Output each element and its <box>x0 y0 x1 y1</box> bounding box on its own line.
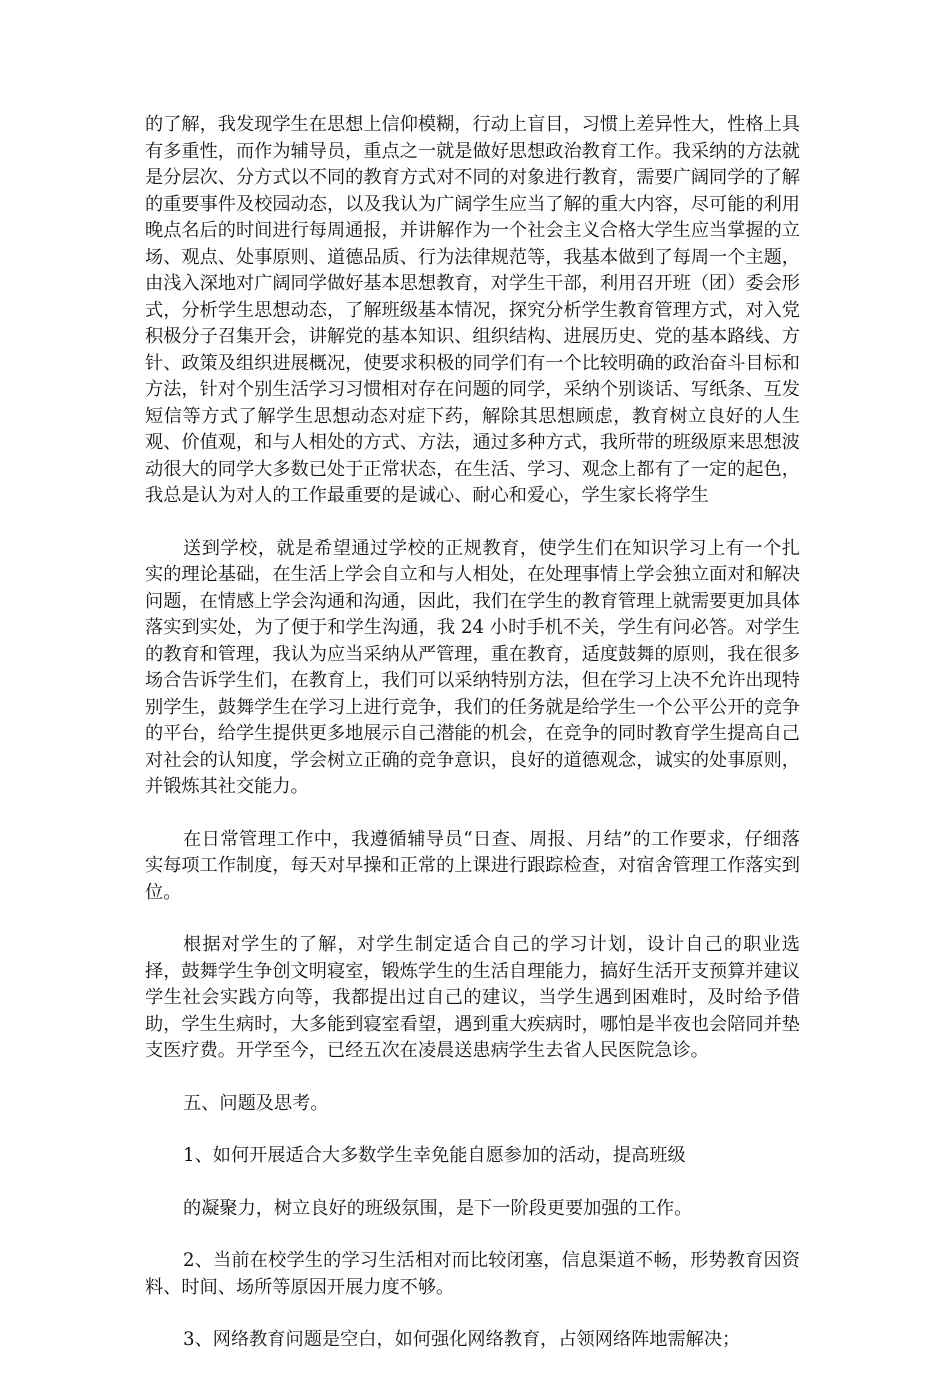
list-item-1: 1、如何开展适合大多数学生幸免能自愿参加的活动，提高班级 <box>183 1145 686 1166</box>
list-item-2: 2、当前在校学生的学习生活相对而比较闭塞，信息渠道不畅，形势教育因资料、时间、场所等原因开展力度不够。 <box>145 1250 800 1298</box>
paragraph-2: 送到学校，就是希望通过学校的正规教育，使学生们在知识学习上有一个扎实的理论基础，在生活上学会自立和与人相处，在处理事情上学会独立面对和解决问题，在情感上学会沟通和沟通，因此，我们在学生的教育管理上就需要更加具体落实到实处，为了便于和学生沟通，我 24 小时手机不关，学生有问必答。对学生的教育和管理，我认为应当采纳从严管理，重在教育，适度鼓舞的原则，我在很多场合告诉学生们，在教育上，我们可以采纳特别方法，但在学习上决不允许出现特别学生，鼓舞学生在学习上进行竞争，我们的任务就是给学生一个公平公开的竞争的平台，给学生提供更多地展示自己潜能的机会，在竞争的同时教育学生提高自己对社会的认知度，学会树立正确的竞争意识，良好的道德观念，诚实的处事原则，并锻炼其社交能力。 <box>145 537 800 797</box>
list-item-1-continued: 的凝聚力，树立良好的班级氛围，是下一阶段更要加强的工作。 <box>183 1197 693 1219</box>
section-heading-5: 五、问题及思考。 <box>183 1092 329 1114</box>
paragraph-1: 的了解，我发现学生在思想上信仰模糊，行动上盲目，习惯上差异性大，性格上具有多重性，而作为辅导员，重点之一就是做好思想政治教育工作。我采纳的方法就是分层次、分方式以不同的教育方式对不同的对象进行教育，需要广阔同学的了解的重要事件及校园动态，以及我认为广阔学生应当了解的重大内容，尽可能的利用晚点名后的时间进行每周通报，并讲解作为一个社会主义合格大学生应当掌握的立场、观点、处事原则、道德品质、行为法律规范等，我基本做到了每周一个主题，由浅入深地对广阔同学做好基本思想教育，对学生干部，利用召开班（团）委会形式，分析学生思想动态，了解班级基本情况，探究分析学生教育管理方式，对入党积极分子召集开会，讲解党的基本知识、组织结构、进展历史、党的基本路线、方针、政策及组织进展概况，使要求积极的同学们有一个比较明确的政治奋斗目标和方法，针对个别生活学习习惯相对存在问题的同学，采纳个别谈话、写纸条、互发短信等方式了解学生思想动态对症下药，解除其思想顾虑，教育树立良好的人生观、价值观，和与人相处的方式、方法，通过多种方式，我所带的班级原来思想波动很大的同学大多数已处于正常状态，在生活、学习、观念上都有了一定的起色，我总是认为对人的工作最重要的是诚心、耐心和爱心，学生家长将学生 <box>145 114 800 506</box>
document-body <box>145 112 800 1380</box>
paragraph-3: 在日常管理工作中，我遵循辅导员“日查、周报、月结”的工作要求，仔细落实每项工作制度，每天对早操和正常的上课进行跟踪检查，对宿舍管理工作落实到位。 <box>145 828 800 903</box>
list-item-3: 3、网络教育问题是空白，如何强化网络教育，占领网络阵地需解决； <box>183 1329 741 1350</box>
paragraph-4: 根据对学生的了解，对学生制定适合自己的学习计划，设计自己的职业选择，鼓舞学生争创文明寝室，锻炼学生的生活自理能力，搞好生活开支预算并建议学生社会实践方向等，我都提出过自己的建议，当学生遇到困难时，及时给予借助，学生生病时，大多能到寝室看望，遇到重大疾病时，哪怕是半夜也会陪同并垫支医疗费。开学至今，已经五次在凌晨送患病学生去省人民医院急诊。 <box>145 934 800 1061</box>
